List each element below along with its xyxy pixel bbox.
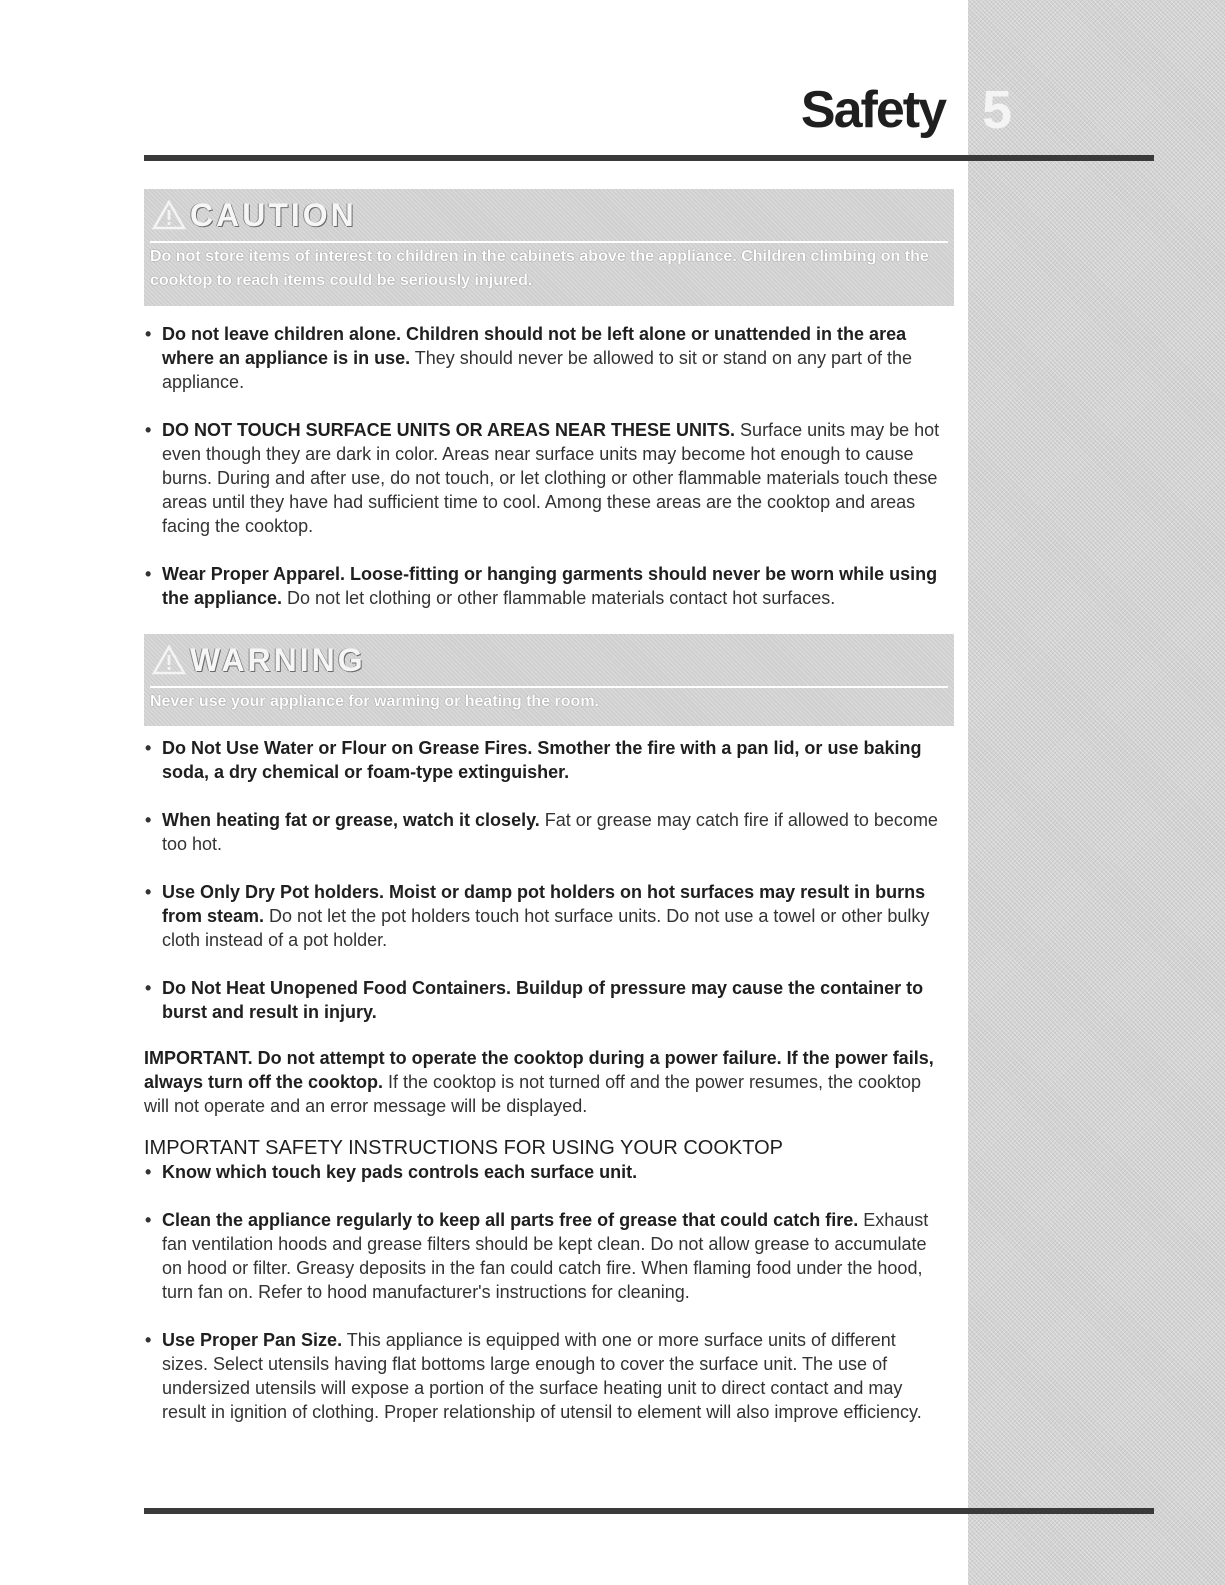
- bullet-text: Surface units may be hot even though they are dark in color. Areas near surface units may become hot enough to cause burns. During and after use, do not touch, or let clothing or other flammable materials touch these areas until they have had sufficient time to cool. Among these areas are the cooktop and areas facing the cooktop.: [162, 420, 940, 536]
- bullet-item: • Use Only Dry Pot holders. Moist or damp pot holders on hot surfaces may result in burns from steam. Do not let the pot holders touch hot surface units. Do not use a towel or other bulky cloth instead of a pot holder.: [145, 882, 930, 950]
- bullet-item: • DO NOT TOUCH SURFACE UNITS OR AREAS NEAR THESE UNITS. Surface units may be hot even though they are dark in color. Areas near surface units may become hot enough to cause burns. During and after use, do not touch, or let clothing or other flammable materials touch these areas until they have had sufficient time to cool. Among these areas are the cooktop and areas facing the cooktop.: [145, 420, 940, 536]
- important-text: If the cooktop is not turned off and the power resumes, the cooktop will not operate and an error message will be displayed.: [144, 1072, 922, 1116]
- bullet-item: • Know which touch key pads controls each surface unit.: [145, 1162, 638, 1182]
- bullet-bold: Clean the appliance regularly to keep all parts free of grease that could catch fire.: [162, 1210, 859, 1230]
- bullet-item: • Do Not Heat Unopened Food Containers. Buildup of pressure may cause the container to burst and result in injury.: [145, 978, 924, 1022]
- instructions-title: IMPORTANT SAFETY INSTRUCTIONS FOR USING YOUR COOKTOP: [144, 1137, 783, 1159]
- bullet-bold: DO NOT TOUCH SURFACE UNITS OR AREAS NEAR THESE UNITS.: [162, 420, 736, 440]
- important-paragraph: [144, 1046, 944, 1118]
- warning-text: Never use your appliance for warming or heating the room.: [150, 693, 599, 710]
- caution-header: [144, 189, 954, 241]
- bullet-bold: Know which touch key pads controls each surface unit.: [162, 1162, 638, 1182]
- bullet-text: This appliance is equipped with one or more surface units of different sizes. Select utensils having flat bottoms large enough to cover the surface unit. The use of undersized utensils will expose a portion of the surface heating unit to direct contact and may result in ignition of clothing. Proper relationship of utensil to element will also improve efficiency.: [162, 1330, 922, 1422]
- warning-label: WARNING: [190, 641, 366, 678]
- page-title: Safety: [800, 81, 945, 139]
- bullet-bold: Use Only Dry Pot holders. Moist or damp pot holders on hot surfaces may result in burns from steam.: [162, 882, 926, 926]
- bullet-bold: Use Proper Pan Size.: [162, 1330, 343, 1350]
- warning-triangle-icon: [152, 645, 186, 675]
- bullets-group-b: [144, 736, 944, 1424]
- bullet-bold: When heating fat or grease, watch it closely.: [162, 810, 540, 830]
- bullet-bold: Do Not Use Water or Flour on Grease Fires. Smother the fire with a pan lid, or use baking soda, a dry chemical or foam-type extinguisher.: [162, 738, 922, 782]
- bullet-item: • Wear Proper Apparel. Loose-fitting or hanging garments should never be worn while using the appliance. Do not let clothing or other flammable materials contact hot surfaces.: [145, 564, 938, 608]
- bullet-item: • Clean the appliance regularly to keep all parts free of grease that could catch fire. Exhaust fan ventilation hoods and grease filters should be kept clean. Do not allow grease to accumulate on hood or filter. Greasy deposits in the fan could catch fire. When flaming food under the hood, turn fan on. Refer to hood manufacturer's instructions for cleaning.: [145, 1210, 929, 1302]
- caution-label: CAUTION: [190, 196, 357, 233]
- bullet-text: Fat or grease may catch fire if allowed to become too hot.: [162, 810, 938, 854]
- bullet-text: They should never be allowed to sit or stand on any part of the appliance.: [162, 348, 913, 392]
- bullet-item: • When heating fat or grease, watch it closely. Fat or grease may catch fire if allowed to become too hot.: [145, 810, 938, 854]
- bullet-bold: Wear Proper Apparel. Loose-fitting or hanging garments should never be worn while using the appliance.: [162, 564, 938, 608]
- warning-header: [144, 634, 954, 686]
- top-rule: [144, 155, 1154, 161]
- bullets-group-a: [144, 322, 944, 610]
- warning-box: [144, 634, 954, 726]
- caution-text: Do not store items of interest to children in the cabinets above the appliance. Children climbing on the cooktop to reach items could be seriously injured.: [150, 248, 929, 289]
- warning-triangle-icon: [152, 200, 186, 230]
- bullet-item: • Do Not Use Water or Flour on Grease Fires. Smother the fire with a pan lid, or use baking soda, a dry chemical or foam-type extinguisher.: [145, 738, 922, 782]
- bullet-bold: Do Not Heat Unopened Food Containers. Buildup of pressure may cause the container to burst and result in injury.: [162, 978, 924, 1022]
- bullet-text: Do not let clothing or other flammable materials contact hot surfaces.: [282, 588, 836, 608]
- bottom-rule: [144, 1508, 1154, 1514]
- page-number: 5: [982, 80, 1013, 140]
- bullet-bold: Do not leave children alone. Children should not be left alone or unattended in the area where an appliance is in use.: [162, 324, 907, 368]
- bullet-text: Exhaust fan ventilation hoods and grease filters should be kept clean. Do not allow grease to accumulate on hood or filter. Greasy deposits in the fan could catch fire. When flaming food under the hood, turn fan on. Refer to hood manufacturer's instructions for cleaning.: [162, 1210, 929, 1302]
- important-bold: IMPORTANT. Do not attempt to operate the cooktop during a power failure. If the power fails, always turn off the cooktop.: [144, 1048, 934, 1092]
- bullet-text: Do not let the pot holders touch hot surface units. Do not use a towel or other bulky cloth instead of a pot holder.: [162, 906, 930, 950]
- caution-box: [144, 189, 954, 306]
- bullet-item: • Use Proper Pan Size. This appliance is equipped with one or more surface units of different sizes. Select utensils having flat bottoms large enough to cover the surface unit. The use of undersized utensils will expose a portion of the surface heating unit to direct contact and may result in ignition of clothing. Proper relationship of utensil to element will also improve efficiency.: [145, 1330, 922, 1422]
- bullet-item: • Do not leave children alone. Children should not be left alone or unattended in the area where an appliance is in use. They should never be allowed to sit or stand on any part of the appliance.: [145, 324, 913, 392]
- side-strip: [968, 0, 1225, 1585]
